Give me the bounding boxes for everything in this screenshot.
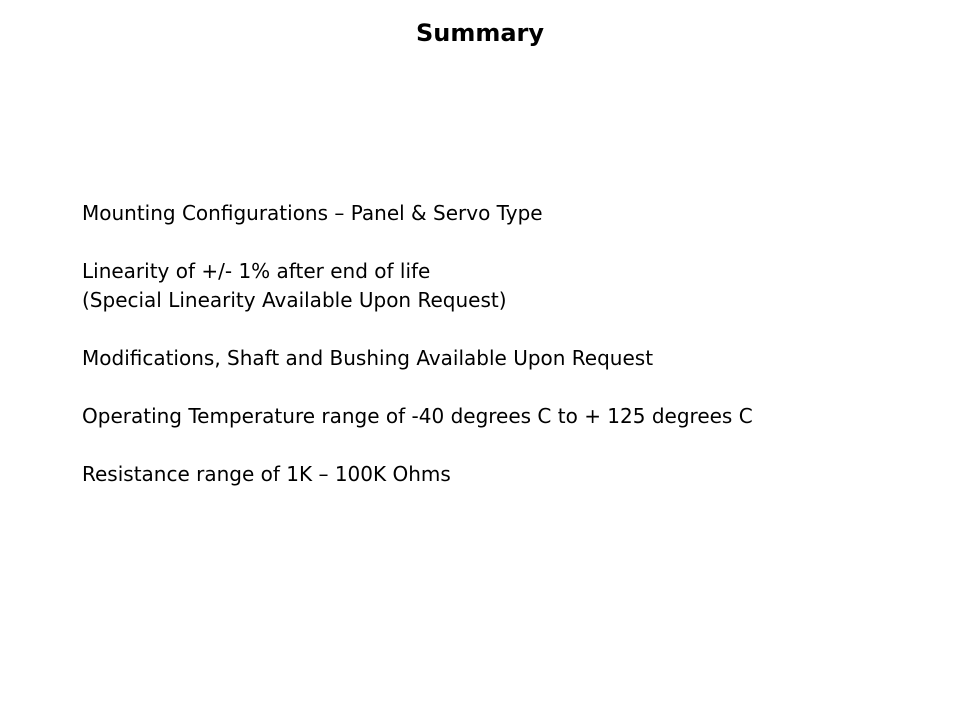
slide-body xyxy=(82,199,942,489)
spacer xyxy=(82,228,942,257)
summary-point-resistance: Resistance range of 1K – 100K Ohms xyxy=(82,462,451,486)
summary-point-mounting: Mounting Configurations – Panel & Servo Type xyxy=(82,201,543,225)
slide-title: Summary xyxy=(415,19,545,47)
summary-point-temperature: Operating Temperature range of -40 degrees C to + 125 degrees C xyxy=(82,404,753,428)
summary-point-modifications: Modifications, Shaft and Bushing Available Upon Request xyxy=(82,346,654,370)
spacer xyxy=(82,431,942,460)
summary-point-linearity: Linearity of +/- 1% after end of life xyxy=(82,259,431,283)
spacer xyxy=(82,373,942,402)
summary-point-linearity-note: (Special Linearity Available Upon Request) xyxy=(82,288,507,312)
spacer xyxy=(82,315,942,344)
